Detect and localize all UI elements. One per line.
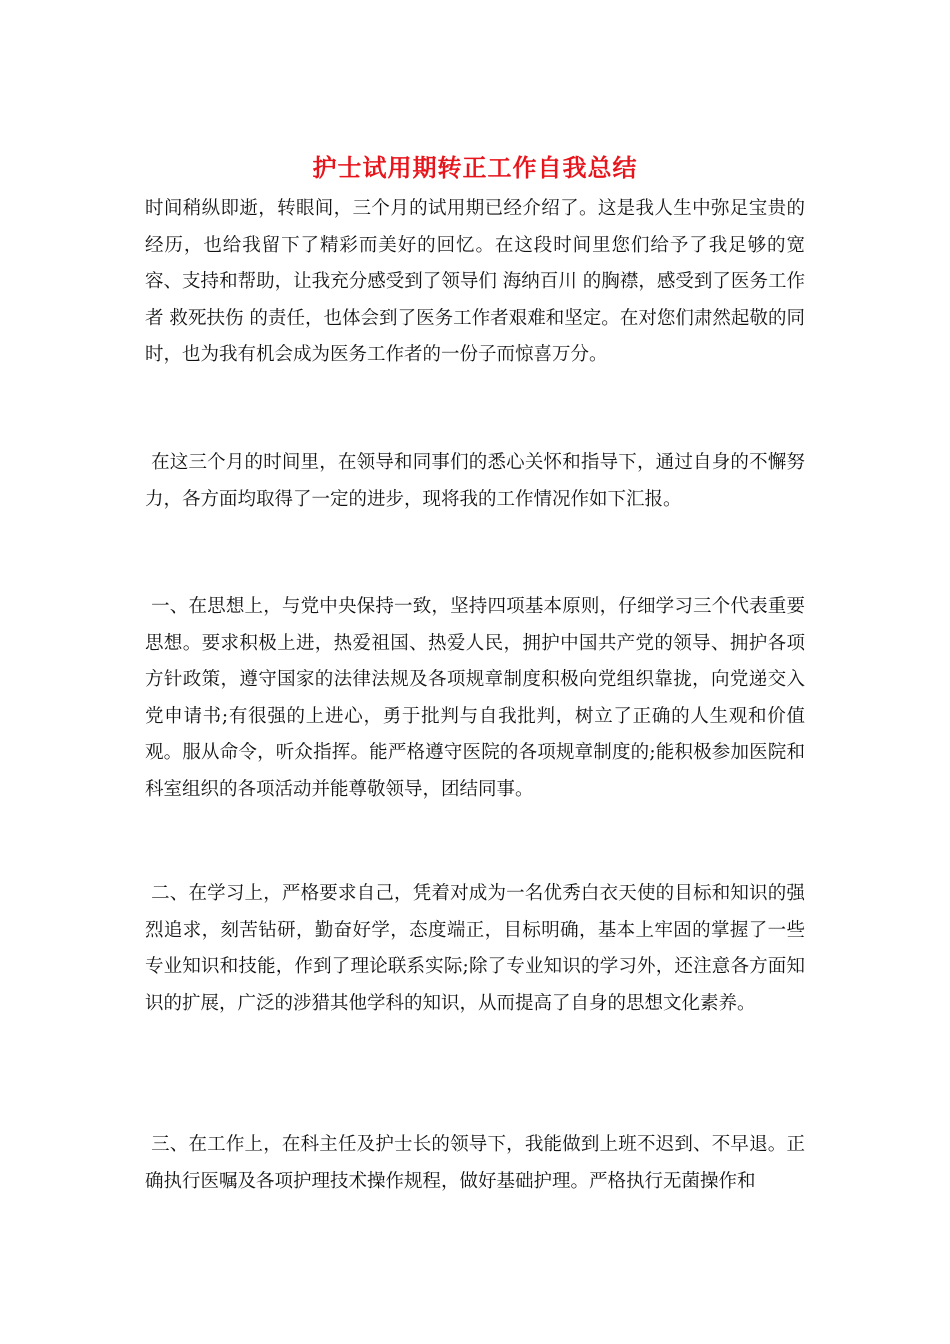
document-title: 护士试用期转正工作自我总结 — [312, 153, 638, 182]
paragraph-ideology: 一、在思想上，与党中央保持一致，坚持四项基本原则，仔细学习三个代表重要思想。要求积极上进，热爱祖国、热爱人民，拥护中国共产党的领导、拥护各项方针政策，遵守国家的法律法规及各项规章制度积极向党组织靠拢，向党递交入党申请书;有很强的上进心，勇于批判与自我批判，树立了正确的人生观和价值观。服从命令，听众指挥。能严格遵守医院的各项规章制度的;能积极参加医院和科室组织的各项活动并能尊敬领导，团结同事。 — [145, 596, 805, 800]
paragraph-intro: 时间稍纵即逝，转眼间，三个月的试用期已经介绍了。这是我人生中弥足宝贵的经历，也给我留下了精彩而美好的回忆。在这段时间里您们给予了我足够的宽容、支持和帮助，让我充分感受到了领导们 海纳百川 的胸襟，感受到了医务工作者 救死扶伤 的责任，也体会到了医务工作者艰难和坚定。在对您们肃然起敬的同时，也为我有机会成为医务工作者的一份子而惊喜万分。 — [145, 198, 805, 365]
paragraph-work: 三、在工作上，在科主任及护士长的领导下，我能做到上班不迟到、不早退。正确执行医嘱及各项护理技术操作规程，做好基础护理。严格执行无菌操作和 — [145, 1134, 805, 1192]
paragraph-overview: 在这三个月的时间里，在领导和同事们的悉心关怀和指导下，通过自身的不懈努力，各方面均取得了一定的进步，现将我的工作情况作如下汇报。 — [145, 452, 805, 510]
paragraph-study: 二、在学习上，严格要求自己，凭着对成为一名优秀白衣天使的目标和知识的强烈追求，刻苦钻研，勤奋好学，态度端正，目标明确，基本上牢固的掌握了一些专业知识和技能，作到了理论联系实际;除了专业知识的学习外，还注意各方面知识的扩展，广泛的涉猎其他学科的知识，从而提高了自身的思想文化素养。 — [145, 883, 805, 1014]
